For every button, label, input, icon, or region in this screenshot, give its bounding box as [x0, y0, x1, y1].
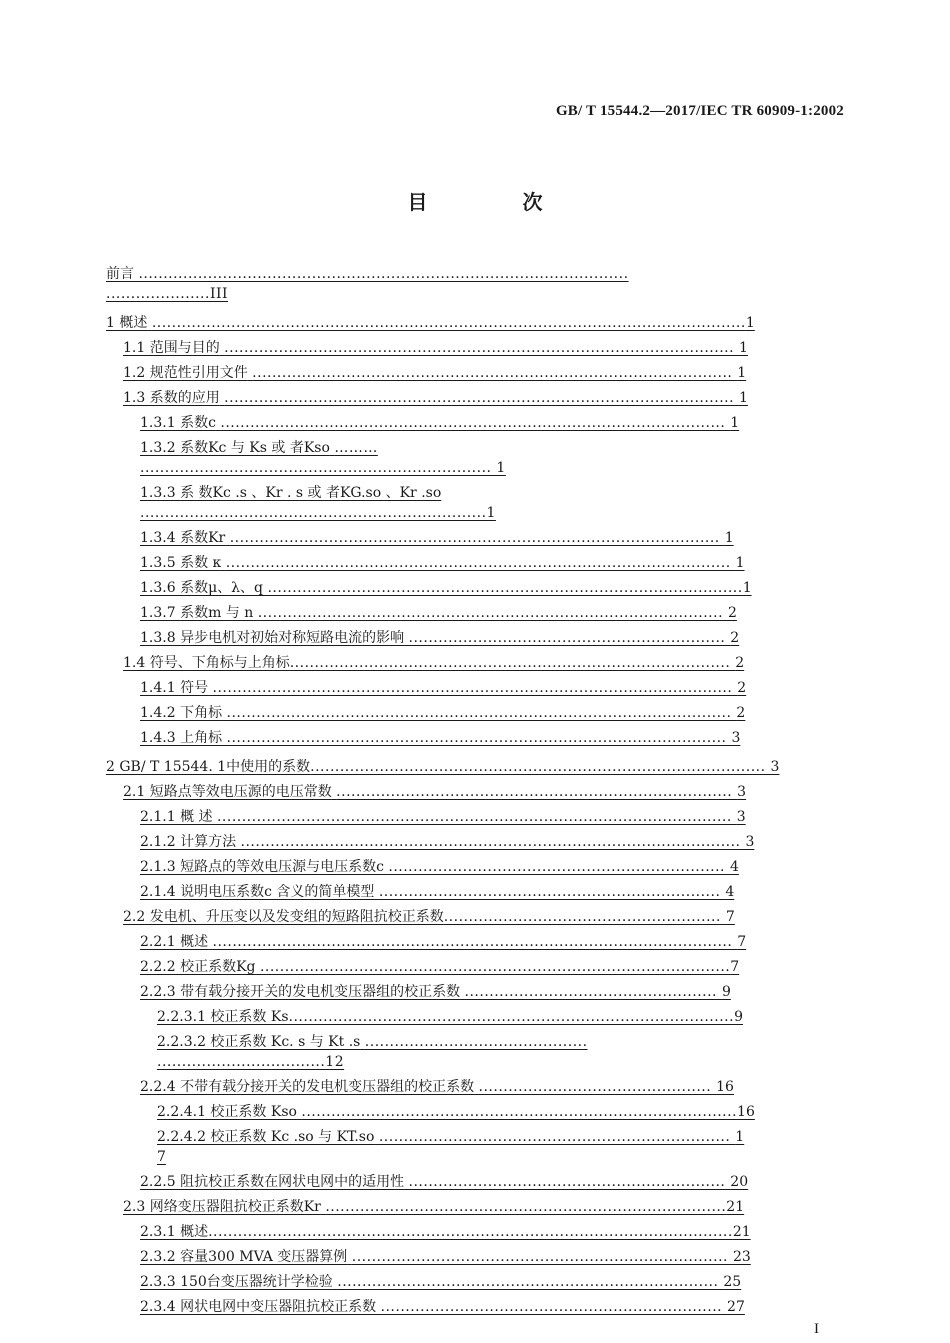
toc-entry-1[interactable]: 1 概述 ........................................................................................................................1 — [106, 315, 755, 331]
toc-entry-2-1-1[interactable]: 2.1.1 概 述 ........................................................................................................ 3 — [140, 809, 746, 825]
toc-entry-2-3-1[interactable]: 2.3.1 概述..........................................................................................................21 — [140, 1224, 751, 1240]
toc-entry-1-3-6[interactable]: 1.3.6 系数μ、λ、q ................................................................................................1 — [140, 580, 752, 596]
toc-entry-2-3-3[interactable]: 2.3.3 150台变压器统计学检验 ............................................................................. 25 — [140, 1274, 742, 1290]
toc-entry-2-3-4[interactable]: 2.3.4 网状电网中变压器阻抗校正系数 ..................................................................... 27 — [140, 1299, 745, 1315]
toc-entry-1-4-3[interactable]: 1.4.3 上角标 ..................................................................................................... 3 — [140, 730, 741, 746]
toc-entry-2-1-3[interactable]: 2.1.3 短路点的等效电压源与电压系数c .................................................................... 4 — [140, 859, 739, 875]
toc-entry-2-2-3-2[interactable]: 2.2.3.2 校正系数 Kc. s 与 Kt .s ............................................. ..................................12 — [157, 1034, 588, 1070]
toc-entry-2-1[interactable]: 2.1 短路点等效电压源的电压常数 ................................................................................ 3 — [123, 784, 747, 800]
toc-entry-2-1-4[interactable]: 2.1.4 说明电压系数c 含义的简单模型 ..................................................................... 4 — [140, 884, 735, 900]
toc-entry-1-3-4[interactable]: 1.3.4 系数Kr ................................................................................................... 1 — [140, 530, 734, 546]
toc-entry-1-4[interactable]: 1.4 符号、下角标与上角标......................................................................................... 2 — [123, 655, 745, 671]
toc-title: 目 次 — [407, 190, 587, 214]
table-of-contents — [106, 264, 842, 1317]
toc-entry-1-1[interactable]: 1.1 范围与目的 ....................................................................................................... 1 — [123, 340, 748, 356]
toc-entry-2-2[interactable]: 2.2 发电机、升压变以及发变组的短路阻抗校正系数........................................................ 7 — [123, 909, 735, 925]
toc-entry-1-4-1[interactable]: 1.4.1 符号 ......................................................................................................... 2 — [140, 680, 747, 696]
toc-entry-2-2-4[interactable]: 2.2.4 不带有载分接开关的发电机变压器组的校正系数 ............................................... 16 — [140, 1079, 734, 1095]
toc-entry-foreword[interactable]: 前言 ................................................................................................... .....................III — [106, 266, 629, 302]
toc-entry-1-3[interactable]: 1.3 系数的应用 ....................................................................................................... 1 — [123, 390, 748, 406]
toc-entry-1-4-2[interactable]: 1.4.2 下角标 ...................................................................................................... 2 — [140, 705, 746, 721]
toc-entry-2[interactable]: 2 GB/ T 15544. 1中使用的系数............................................................................................ 3 — [106, 759, 780, 775]
toc-entry-1-3-3[interactable]: 1.3.3 系 数Kc .s 、Kr . s 或 者KG.so 、Kr .so ......................................................................1 — [140, 485, 496, 521]
toc-entry-1-3-8[interactable]: 1.3.8 异步电机对初始对称短路电流的影响 ................................................................ 2 — [140, 630, 740, 646]
toc-entry-2-3[interactable]: 2.3 网络变压器阻抗校正系数Kr .................................................................................21 — [123, 1199, 745, 1215]
toc-entry-2-2-2[interactable]: 2.2.2 校正系数Kg ...............................................................................................7 — [140, 959, 740, 975]
toc-entry-2-3-2[interactable]: 2.3.2 容量300 MVA 变压器算例 ............................................................................ 23 — [140, 1249, 751, 1265]
toc-entry-2-2-3[interactable]: 2.2.3 带有载分接开关的发电机变压器组的校正系数 ................................................... 9 — [140, 984, 731, 1000]
toc-entry-2-2-4-1[interactable]: 2.2.4.1 校正系数 Kso ........................................................................................16 — [157, 1104, 755, 1120]
toc-entry-1-3-5[interactable]: 1.3.5 系数 κ ...................................................................................................... 1 — [140, 555, 745, 571]
toc-entry-2-2-4-2[interactable]: 2.2.4.2 校正系数 Kc .so 与 KT.so ....................................................................... 1 7 — [157, 1129, 745, 1165]
toc-entry-2-2-1[interactable]: 2.2.1 概述 ......................................................................................................... 7 — [140, 934, 747, 950]
toc-entry-2-2-3-1[interactable]: 2.2.3.1 校正系数 Ks..........................................................................................9 — [157, 1009, 743, 1025]
toc-entry-2-1-2[interactable]: 2.1.2 计算方法 ..................................................................................................... 3 — [140, 834, 755, 850]
toc-entry-1-3-7[interactable]: 1.3.7 系数m 与 n .............................................................................................. 2 — [140, 605, 737, 621]
toc-entry-1-3-1[interactable]: 1.3.1 系数c ...................................................................................................... 1 — [140, 415, 740, 431]
standard-code: GB/ T 15544.2—2017/IEC TR 60909-1:2002 — [555, 103, 844, 119]
toc-entry-2-2-5[interactable]: 2.2.5 阻抗校正系数在网状电网中的适用性 ................................................................ 20 — [140, 1174, 749, 1190]
toc-entry-1-3-2[interactable]: 1.3.2 系数Kc 与 Ks 或 者Kso ……… ....................................................................... 1 — [140, 440, 506, 476]
toc-entry-1-2[interactable]: 1.2 规范性引用文件 ................................................................................................. 1 — [123, 365, 747, 381]
page-number: I — [814, 1321, 819, 1337]
